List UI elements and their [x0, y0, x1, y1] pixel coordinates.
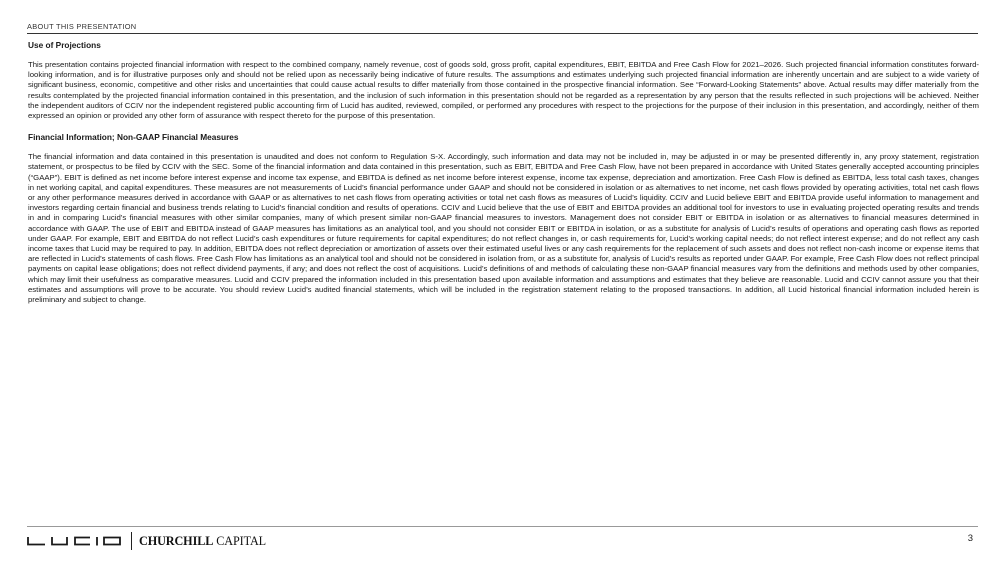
disclaimer-content: [28, 40, 979, 316]
churchill-logo-bold: CHURCHILL: [139, 533, 214, 548]
lucid-logo: [27, 535, 123, 547]
section-header-label: ABOUT THIS PRESENTATION: [27, 22, 137, 31]
churchill-capital-logo: [139, 534, 266, 549]
page-number: 3: [967, 533, 973, 544]
section-title-financial-information: Financial Information; Non-GAAP Financial Measures: [28, 132, 239, 143]
logo-divider: [131, 532, 132, 550]
footer-logos: [27, 531, 266, 551]
header-divider: [27, 33, 978, 34]
section-body-use-of-projections: This presentation contains projected financial information with respect to the combined company, namely revenue, cost of goods sold, gross profit, capital expenditures, EBIT, EBITDA and Free Cash Flow for 2021–2026. Such projected financial information constitutes forward-looking information, and is for illustrative purposes only and should not be relied upon as necessarily being indicative of future results. The assumptions and estimates underlying such projected financial information are inherently uncertain and are subject to a wide variety of significant business, economic, competitive and other risks and uncertainties that could cause actual results to differ materially from those contained in the prospective financial information. See “Forward-Looking Statements” above. Actual results may differ materially from the results contemplated by the projected financial information contained in this presentation, and the inclusion of such information in this presentation should not be regarded as a representation by any person that the results reflected in such projections will be achieved. Neither the independent auditors of CCIV nor the independent registered public accounting firm of Lucid has audited, reviewed, compiled, or performed any procedures with respect to the projections for the purpose of their inclusion in this presentation, and accordingly, neither of them expressed an opinion or provided any other form of assurance with respect thereto for the purpose of this presentation.: [28, 60, 979, 121]
footer-divider: [27, 526, 978, 527]
section-title-use-of-projections: Use of Projections: [28, 40, 101, 50]
section-body-financial-information: The financial information and data contained in this presentation is unaudited and does not conform to Regulation S-X. Accordingly, such information and data may not be included in, may be adjusted in or may be presented differently in, any proxy statement, registration statement, or prospectus to be filed by CCIV with the SEC. Some of the financial information and data contained in this presentation, such as EBIT, EBITDA and Free Cash Flow, have not been prepared in accordance with United States generally accepted accounting principles (“GAAP”). EBIT is defined as net income before interest expense and income tax expense, and EBITDA is defined as net income before interest expense, income tax expense, depreciation and amortization. Free Cash Flow is defined as EBITDA, less total cash taxes, changes in net working capital, and capital expenditures. These measures are not measurements of Lucid’s financial performance under GAAP and should not be considered in isolation or as alternatives to net income, net cash flows provided by operating activities, total net cash flows or any other performance measures derived in accordance with GAAP or as alternatives to net cash flows from operating activities or total net cash flows as measures of Lucid’s liquidity. CCIV and Lucid believe EBIT and EBITDA provide useful information to management and investors regarding certain financial and business trends relating to Lucid’s financial condition and results of operations. CCIV and Lucid believe that the use of EBIT and EBITDA provides an additional tool for investors to use in evaluating projected operating results and trends in and in comparing Lucid’s financial measures with other similar companies, many of which present similar non-GAAP financial measures to investors. Management does not consider EBIT or EBITDA in isolation or as alternatives to financial measures determined in accordance with GAAP. The use of EBIT and EBITDA instead of GAAP measures has limitations as an analytical tool, and you should not consider EBIT or EBITDA in isolation, or as a substitute for analysis of Lucid’s results of operations and operating cash flows as reported under GAAP. For example, EBIT and EBITDA do not reflect Lucid’s cash expenditures or future requirements for capital expenditures; do not reflect changes in, or cash requirements for, Lucid’s working capital needs; do not reflect interest expense; and do not reflect any cash income taxes that Lucid may be required to pay. In addition, EBITDA does not reflect depreciation or amortization of assets over their estimated useful lives or any cash requirements for the replacement of such assets and does not reflect non-cash income or expense items that are reflected in Lucid’s statements of cash flows. Free Cash Flow has limitations as an analytical tool and should not be considered in isolation from, or as a substitute for, analysis of Lucid’s results as reported under GAAP. For example, Free Cash Flow does not reflect principal payments on capital lease obligations; does not reflect dividend payments, if any; and does not reflect the cost of acquisitions. Lucid’s definitions of and methods of calculating these non-GAAP financial measures vary from the definitions and methods used by other companies, which may limit their usefulness as comparative measures. Lucid and CCIV prepared the information included in this presentation based upon available information and assumptions and estimates that they believe are reasonable. Lucid and CCIV cannot assure you that their estimates and assumptions will prove to be accurate. You should review Lucid’s audited financial statements, which will be included in the registration statement relating to the proposed transactions. In addition, all Lucid historical financial information included herein is preliminary and subject to change.: [28, 152, 979, 305]
churchill-logo-rest: CAPITAL: [213, 533, 267, 548]
